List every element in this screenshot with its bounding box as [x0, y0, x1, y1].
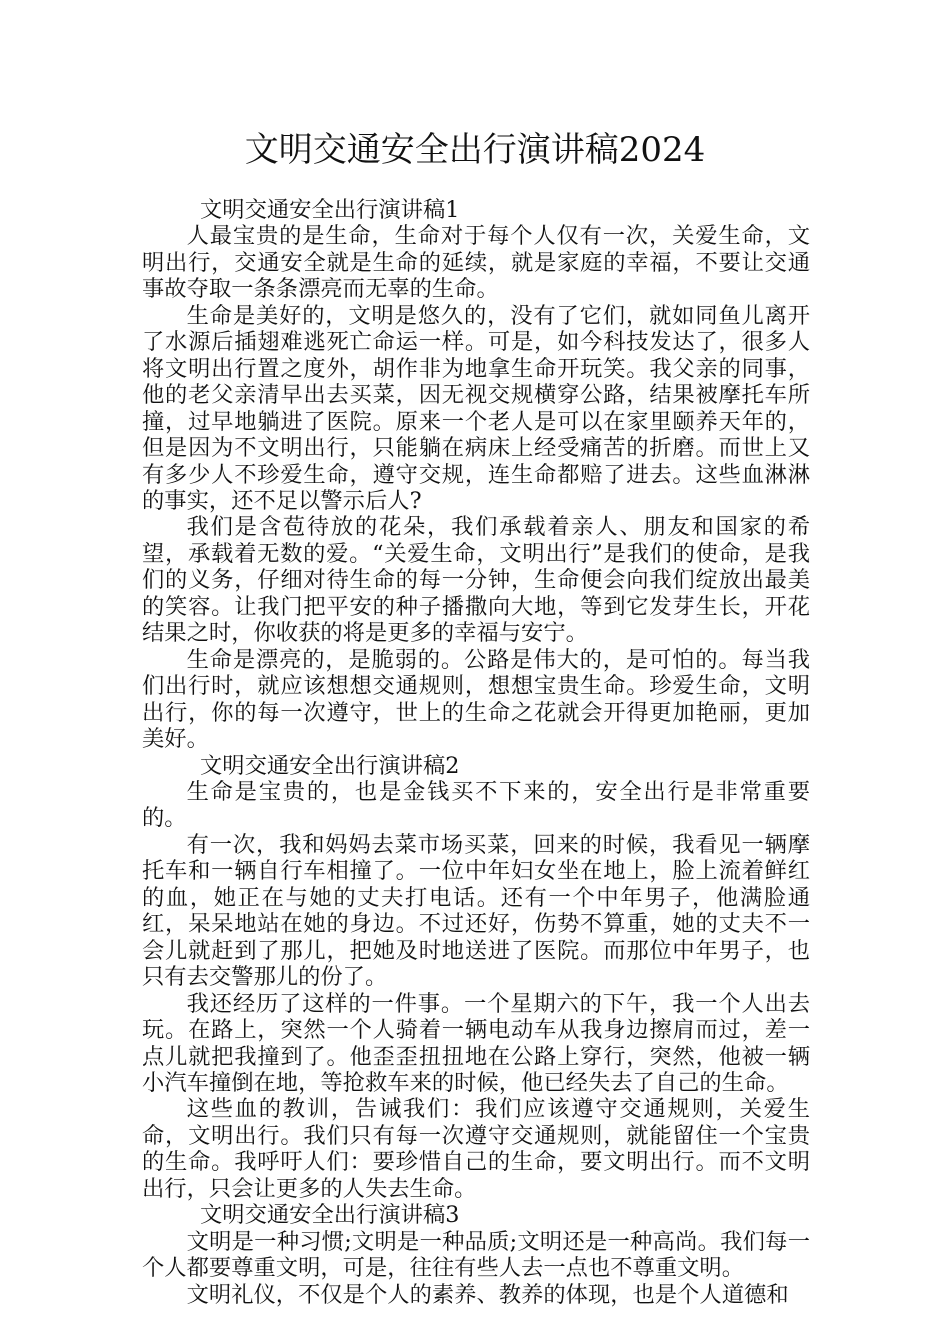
body-paragraph: 生命是宝贵的，也是金钱买不下来的，安全出行是非常重要的。	[142, 778, 810, 832]
body-paragraph: 这些血的教训，告诫我们：我们应该遵守交通规则，关爱生命，文明出行。我们只有每一次遵守交通规则，就能留住一个宝贵的生命。我呼吁人们：要珍惜自己的生命，要文明出行。而不文明出行，只会让更多的人失去生命。	[142, 1096, 810, 1202]
body-paragraph: 生命是美好的，文明是悠久的，没有了它们，就如同鱼儿离开了水源后插翅难逃死亡命运一样。可是，如今科技发达了，很多人将文明出行置之度外，胡作非为地拿生命开玩笑。我父亲的同事，他的老父亲清早出去买菜，因无视交规横穿公路，结果被摩托车所撞，过早地躺进了医院。原来一个老人是可以在家里颐养天年的，但是因为不文明出行，只能躺在病床上经受痛苦的折磨。而世上又有多少人不珍爱生命，遵守交规，连生命都赔了进去。这些血淋淋的事实，还不足以警示后人?	[142, 302, 810, 514]
body-paragraph: 我还经历了这样的一件事。一个星期六的下午，我一个人出去玩。在路上，突然一个人骑着一辆电动车从我身边擦肩而过，差一点儿就把我撞到了。他歪歪扭扭地在公路上穿行，突然，他被一辆小汽车撞倒在地，等抢救车来的时候，他已经失去了自己的生命。	[142, 990, 810, 1096]
body-paragraph: 我们是含苞待放的花朵，我们承载着亲人、朋友和国家的希望，承载着无数的爱。“关爱生命，文明出行”是我们的使命，是我们的义务，仔细对待生命的每一分钟，生命便会向我们绽放出最美的笑容。让我门把平安的种子播撒向大地，等到它发芽生长，开花结果之时，你收获的将是更多的幸福与安宁。	[142, 514, 810, 647]
body-paragraph: 人最宝贵的是生命，生命对于每个人仅有一次，关爱生命，文明出行，交通安全就是生命的延续，就是家庭的幸福，不要让交通事故夺取一条条漂亮而无辜的生命。	[142, 223, 810, 303]
body-paragraph: 文明是一种习惯;文明是一种品质;文明还是一种高尚。我们每一个人都要尊重文明，可是，往往有些人去一点也不尊重文明。	[142, 1228, 810, 1282]
body-paragraph: 有一次，我和妈妈去菜市场买菜，回来的时候，我看见一辆摩托车和一辆自行车相撞了。一位中年妇女坐在地上，脸上流着鲜红的血，她正在与她的丈夫打电话。还有一个中年男子，他满脸通红，呆呆地站在她的身边。不过还好，伤势不算重，她的丈夫不一会儿就赶到了那儿，把她及时地送进了医院。而那位中年男子，也只有去交警那儿的份了。	[142, 831, 810, 991]
section-heading: 文明交通安全出行演讲稿1	[199, 197, 460, 223]
section-heading: 文明交通安全出行演讲稿3	[199, 1202, 460, 1229]
section-heading: 文明交通安全出行演讲稿2	[199, 752, 460, 779]
document-title: 文明交通安全出行演讲稿2024	[244, 130, 706, 170]
body-paragraph: 生命是漂亮的，是脆弱的。公路是伟大的，是可怕的。每当我们出行时，就应该想想交通规则，想想宝贵生命。珍爱生命，文明出行，你的每一次遵守，世上的生命之花就会开得更加艳丽，更加美好。	[142, 646, 810, 753]
body-paragraph: 文明礼仪，不仅是个人的素养、教养的体现，也是个人道德和	[186, 1281, 789, 1308]
document-body	[142, 197, 810, 1308]
